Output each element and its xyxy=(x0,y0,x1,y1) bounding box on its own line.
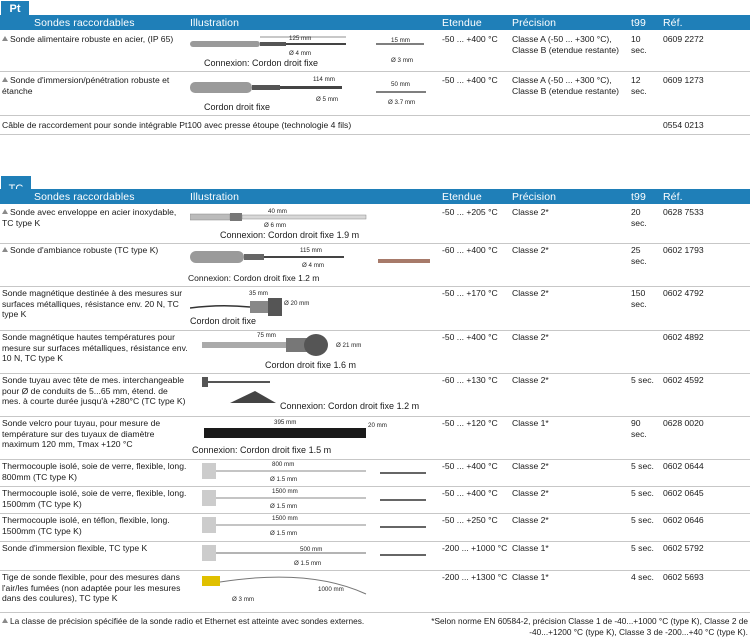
probe-description: Sonde d'ambiance robuste (TC type K) xyxy=(10,245,159,255)
bullet-icon xyxy=(2,36,8,41)
probe-description: Sonde magnétique destinée à des mesures sur surfaces métalliques, résistance env. 20 N, TC type K xyxy=(2,288,183,319)
dim-diameter: Ø 6 mm xyxy=(264,222,287,229)
dim-width: 20 mm xyxy=(368,422,387,429)
dim-length: 1500 mm xyxy=(272,488,298,495)
probe-description: Sonde d'immersion/pénétration robuste et étanche xyxy=(2,75,170,96)
table-row xyxy=(0,243,750,286)
probe-description: Sonde velcro pour tuyau, pour mesure de température sur des tuyaux de diamètre maximum 120 mm, Tmax +120 °C xyxy=(2,418,161,449)
probe-illustration xyxy=(190,459,438,486)
dim-length: 115 mm xyxy=(300,247,322,254)
header-ref: Réf. xyxy=(663,191,683,203)
table-row xyxy=(0,373,750,416)
header-range: Etendue xyxy=(442,191,482,203)
probe-illustration xyxy=(190,513,438,541)
table-row xyxy=(0,570,750,612)
t99: 20 sec. xyxy=(631,207,647,228)
table-row xyxy=(0,486,750,513)
table-row xyxy=(0,513,750,541)
dim-tip-length: 15 mm xyxy=(391,37,410,44)
header-illustration: Illustration xyxy=(190,191,240,203)
precision: Classe A (-50 ... +300 °C), Classe B (etendue restante) xyxy=(512,34,620,55)
dim-diameter: Ø 4 mm xyxy=(302,262,325,269)
reference: 0609 1273 xyxy=(663,75,704,85)
t99: 5 sec. xyxy=(631,488,654,498)
range: -50 ... +400 °C xyxy=(442,75,498,85)
header-t99: t99 xyxy=(631,17,646,29)
range: -50 ... +400 °C xyxy=(442,488,498,498)
connection-label: Connexion: Cordon droit fixe 1.5 m xyxy=(192,445,332,455)
reference: 0554 0213 xyxy=(663,120,704,130)
dim-length: 395 mm xyxy=(274,419,297,426)
connection-label: Connexion: Cordon droit fixe 1.2 m xyxy=(280,401,420,411)
connection-label: Connexion: Cordon droit fixe 1.2 m xyxy=(188,273,320,283)
dim-diameter: Ø 1.5 mm xyxy=(294,560,322,567)
precision: Classe 2* xyxy=(512,461,549,471)
probe-illustration xyxy=(190,486,438,513)
probe-description: Tige de sonde flexible, pour des mesures dans l'air/les fumées (non adaptée pour les mesures dans des coulures), TC type K xyxy=(2,572,181,603)
table-row xyxy=(0,31,750,71)
connection-label: Cordon droit fixe xyxy=(204,102,271,112)
dim-diameter: Ø 5 mm xyxy=(316,96,339,103)
range: -50 ... +400 °C xyxy=(442,34,498,44)
probe-illustration xyxy=(190,570,438,612)
probe-description: Sonde alimentaire robuste en acier, (IP 65) xyxy=(10,34,174,44)
table-row xyxy=(0,459,750,486)
precision: Classe 2* xyxy=(512,515,549,525)
footnote-left-text: La classe de précision spécifiée de la sonde radio et Ethernet est atteinte avec sondes externes. xyxy=(10,616,365,626)
precision: Classe 2* xyxy=(512,375,549,385)
bullet-icon xyxy=(2,247,8,252)
precision: Classe 1* xyxy=(512,418,549,428)
reference: 0602 0645 xyxy=(663,488,704,498)
table-row xyxy=(0,416,750,459)
t99: 10 sec. xyxy=(631,34,647,55)
reference: 0602 5792 xyxy=(663,543,704,553)
t99: 4 sec. xyxy=(631,572,654,582)
dim-length: 125 mm xyxy=(289,35,312,42)
cable-description: Câble de raccordement pour sonde intégrable Pt100 avec presse étoupe (technologie 4 fils) xyxy=(2,120,352,130)
reference: 0602 5693 xyxy=(663,572,704,582)
range: -200 ... +1000 °C xyxy=(442,543,508,553)
reference: 0609 2272 xyxy=(663,34,704,44)
range: -60 ... +130 °C xyxy=(442,375,498,385)
range: -50 ... +400 °C xyxy=(442,332,498,342)
t99: 12 sec. xyxy=(631,75,647,96)
connection-label: Connexion: Cordon droit fixe xyxy=(204,58,319,68)
table-row xyxy=(0,330,750,373)
reference: 0602 1793 xyxy=(663,245,704,255)
dim-length: 1500 mm xyxy=(272,515,298,522)
dim-diameter: Ø 20 mm xyxy=(284,300,310,307)
footnote-right: *Selon norme EN 60584-2, précision Classe 1 de -40...+1000 °C (type K), Classe 2 de -40...+1200 °C (type K), Classe 3 de -200...+40 °C (type K). xyxy=(431,616,748,637)
dim-length: 114 mm xyxy=(313,76,335,83)
table-row xyxy=(0,205,750,243)
tc-header xyxy=(0,189,750,204)
footnote-left xyxy=(2,616,412,627)
dim-length: 800 mm xyxy=(272,461,295,468)
reference: 0602 4792 xyxy=(663,288,704,298)
header-illustration: Illustration xyxy=(190,17,240,29)
probe-description: Thermocouple isolé, en téflon, flexible, long. 1500mm (TC type K) xyxy=(2,515,170,536)
precision: Classe 1* xyxy=(512,543,549,553)
range: -60 ... +400 °C xyxy=(442,245,498,255)
dim-length: 1000 mm xyxy=(318,586,344,593)
precision: Classe 2* xyxy=(512,207,549,217)
connection-label: Cordon droit fixe 1.6 m xyxy=(265,360,357,370)
dim-diameter: Ø 1.5 mm xyxy=(270,530,298,537)
dim-tip-diameter: Ø 3.7 mm xyxy=(388,99,416,106)
table-row xyxy=(0,116,750,134)
bullet-icon xyxy=(2,209,8,214)
precision: Classe 2* xyxy=(512,332,549,342)
reference: 0602 0646 xyxy=(663,515,704,525)
probe-description: Thermocouple isolé, soie de verre, flexible, long. 1500mm (TC type K) xyxy=(2,488,187,509)
dim-tip-length: 50 mm xyxy=(391,81,410,88)
probe-description: Sonde d'immersion flexible, TC type K xyxy=(2,543,148,553)
header-name: Sondes raccordables xyxy=(34,191,135,203)
range: -200 ... +1300 °C xyxy=(442,572,508,582)
t99: 90 sec. xyxy=(631,418,647,439)
header-name: Sondes raccordables xyxy=(34,17,135,29)
precision: Classe 2* xyxy=(512,288,549,298)
probe-description: Sonde avec enveloppe en acier inoxydable, TC type K xyxy=(2,207,177,228)
t99: 25 sec. xyxy=(631,245,647,266)
dim-diameter: Ø 21 mm xyxy=(336,342,362,349)
t99: 5 sec. xyxy=(631,543,654,553)
dim-diameter: Ø 1.5 mm xyxy=(270,503,298,510)
dim-diameter: Ø 3 mm xyxy=(232,596,255,603)
dim-diameter: Ø 4 mm xyxy=(289,50,312,57)
dim-length: 500 mm xyxy=(300,546,323,553)
reference: 0628 7533 xyxy=(663,207,704,217)
table-row xyxy=(0,541,750,570)
probe-description: Sonde magnétique hautes températures pour mesure sur surfaces métalliques, résistance env. 10 N, TC type K xyxy=(2,332,188,363)
divider xyxy=(0,134,750,135)
dim-diameter: Ø 1.5 mm xyxy=(270,476,298,483)
table-row xyxy=(0,286,750,330)
table-row xyxy=(0,72,750,115)
range: -50 ... +250 °C xyxy=(442,515,498,525)
t99: 5 sec. xyxy=(631,375,654,385)
dim-length: 75 mm xyxy=(257,332,276,339)
range: -50 ... +120 °C xyxy=(442,418,498,428)
header-ref: Réf. xyxy=(663,17,683,29)
range: -50 ... +170 °C xyxy=(442,288,498,298)
connection-label: Cordon droit fixe xyxy=(190,316,257,326)
probe-description: Sonde tuyau avec tête de mes. interchangeable pour Ø de conduits de 5...65 mm, étend. de mes. à courte durée jusqu'à +280°C (TC type K) xyxy=(2,375,186,406)
t99: 5 sec. xyxy=(631,515,654,525)
precision: Classe 2* xyxy=(512,488,549,498)
pt100-tag-line1: Pt xyxy=(9,3,21,15)
connection-label: Connexion: Cordon droit fixe 1.9 m xyxy=(220,230,360,240)
reference: 0628 0020 xyxy=(663,418,704,428)
pt100-header xyxy=(0,15,750,30)
t99: 150 sec. xyxy=(631,288,647,309)
divider xyxy=(0,612,750,613)
header-t99: t99 xyxy=(631,191,646,203)
precision: Classe 1* xyxy=(512,572,549,582)
dim-length: 35 mm xyxy=(249,290,268,297)
t99: 5 sec. xyxy=(631,461,654,471)
reference: 0602 4592 xyxy=(663,375,704,385)
bullet-icon xyxy=(2,77,8,82)
probe-description: Thermocouple isolé, soie de verre, flexible, long. 800mm (TC type K) xyxy=(2,461,187,482)
reference: 0602 4892 xyxy=(663,332,704,342)
precision: Classe 2* xyxy=(512,245,549,255)
dim-length: 40 mm xyxy=(268,208,287,215)
reference: 0602 0644 xyxy=(663,461,704,471)
range: -50 ... +400 °C xyxy=(442,461,498,471)
bullet-icon xyxy=(2,618,8,623)
header-precision: Précision xyxy=(512,17,557,29)
dim-tip-diameter: Ø 3 mm xyxy=(391,57,414,64)
range: -50 ... +205 °C xyxy=(442,207,498,217)
precision: Classe A (-50 ... +300 °C), Classe B (etendue restante) xyxy=(512,75,620,96)
header-range: Etendue xyxy=(442,17,482,29)
header-precision: Précision xyxy=(512,191,557,203)
